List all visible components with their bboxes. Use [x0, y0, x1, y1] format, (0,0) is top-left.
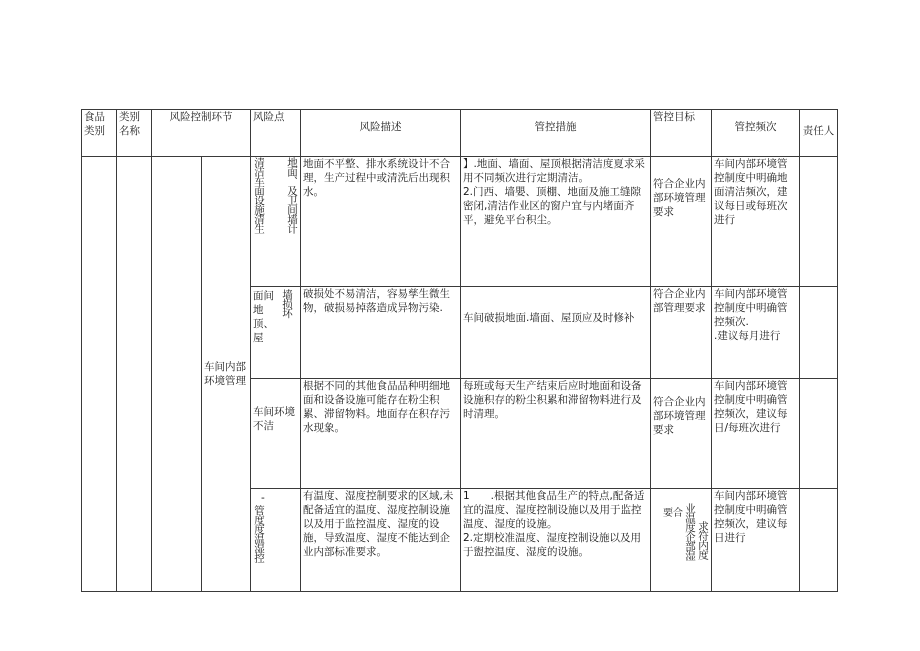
freq-cell: 车间内部环境管控制度中明确管控频次，建议每日/每班次进行 — [712, 379, 800, 489]
risk-point-cell: 车间环境不洁 — [251, 379, 301, 489]
risk-point-part: 面间地顶、屋 — [253, 290, 274, 344]
risk-point-part: 管度度温湿控 — [253, 505, 265, 562]
goal-cell: 符合企业内部环境管理要求 — [651, 157, 712, 287]
risk-link-cell: 车间内部环境管理 — [202, 157, 251, 592]
measure-line: 每班或每天生产结束后应时地面和设备设施积存的粉尘积累和滞留物料进行及时清理。 — [463, 380, 642, 420]
header-control-freq: 管控频次 — [712, 110, 800, 157]
measure-line: 车间破损地面.墙面、屋顶应及时修补 — [463, 312, 635, 324]
header-category-name: 类别名称 — [117, 110, 152, 157]
goal-cell: 符合企业内部环境管理要求 — [651, 379, 712, 489]
risk-point-part: 地面、及卫间墙计 — [286, 157, 298, 233]
freq-cell: 车间内部环境管控制度中明确管控频次，建议每日进行 — [712, 489, 800, 592]
measures-cell — [461, 379, 651, 489]
risk-point-cell — [251, 489, 301, 592]
measure-line: 2.门西、墙嬰、顶棚、地面及施工缝隙密闭,清洁作业区的窗户宜与内堵面齐平，避免平台积尘。 — [463, 186, 642, 226]
risk-point-part: 清洁车面设施清生 — [253, 157, 265, 233]
risk-link-cell-a — [152, 157, 202, 592]
measure-line: 2.定期校准温度、湿度控制设施以及用于盥控温度、湿度的设施。 — [463, 532, 642, 558]
risk-desc-cell: 地面不平整、排水系统设计不合理，生产过程中或清洗后出现积水。 — [301, 157, 461, 287]
header-food-category: 食品类别 — [82, 110, 117, 157]
risk-desc-cell: 有温度、湿度控制要求的区域,未配备适宜的温度、湿度控制设施以及用于监控温度、湿度的设施，导致温度、湿度不能达到企业内部标准要求。 — [301, 489, 461, 592]
goal-part: 业温度企部湿 — [684, 503, 696, 560]
measure-line: 1 .根据其他食品生产的特点,配备适宜的温度、湿度控制设施以及用于监控温度、湿度的设施。 — [463, 490, 645, 530]
freq-cell — [712, 287, 800, 379]
header-risk-point: 风险点 — [251, 110, 301, 157]
freq-line: 车间内部环境管控制度中明确管控频次. — [714, 288, 788, 328]
freq-cell: 车间内部环境管控制度中明确地面清洁频次，建议每日或每班次进行 — [712, 157, 800, 287]
responsible-cell — [800, 379, 838, 489]
goal-cell: 符合企业内部管理要求 — [651, 287, 712, 379]
table-row — [82, 157, 838, 287]
measures-cell — [461, 489, 651, 592]
category-name-cell — [117, 157, 152, 592]
goal-cell — [651, 489, 712, 592]
freq-line: .建议每月进行 — [714, 330, 781, 342]
responsible-cell — [800, 157, 838, 287]
measure-line: 】.地面、墙面、屋顶根据清洁度夏求采用不同频次进行定期清洁。 — [463, 158, 645, 184]
measures-cell — [461, 157, 651, 287]
risk-point-part: 墙损坏 — [281, 289, 293, 318]
responsible-cell — [800, 489, 838, 592]
header-risk-desc: 风险描述 — [301, 110, 461, 157]
measures-cell — [461, 287, 651, 379]
risk-point-cell — [251, 287, 301, 379]
header-responsible: 责任人 — [800, 110, 838, 157]
risk-control-table — [81, 109, 838, 592]
responsible-cell — [800, 287, 838, 379]
risk-desc-cell: 破损处不易清洁，容易孳生微生物，破损易掉落造成异物污染. — [301, 287, 461, 379]
risk-desc-cell: 根据不同的其他食品品种明细地面和设备设施可能存在粉尘积累、滞留物料。地面存在积存污水现象。 — [301, 379, 461, 489]
risk-point-cell — [251, 157, 301, 287]
header-risk-link: 风险控制环节 — [152, 110, 251, 157]
food-category-cell — [82, 157, 117, 592]
goal-part: 求符内度 — [697, 521, 709, 559]
risk-point-part: - — [261, 492, 265, 504]
goal-part: 要合 — [663, 508, 683, 519]
header-control-goal: 管控目标 — [651, 110, 712, 157]
table-header-row — [82, 110, 838, 157]
header-control-measures: 管控措施 — [461, 110, 651, 157]
